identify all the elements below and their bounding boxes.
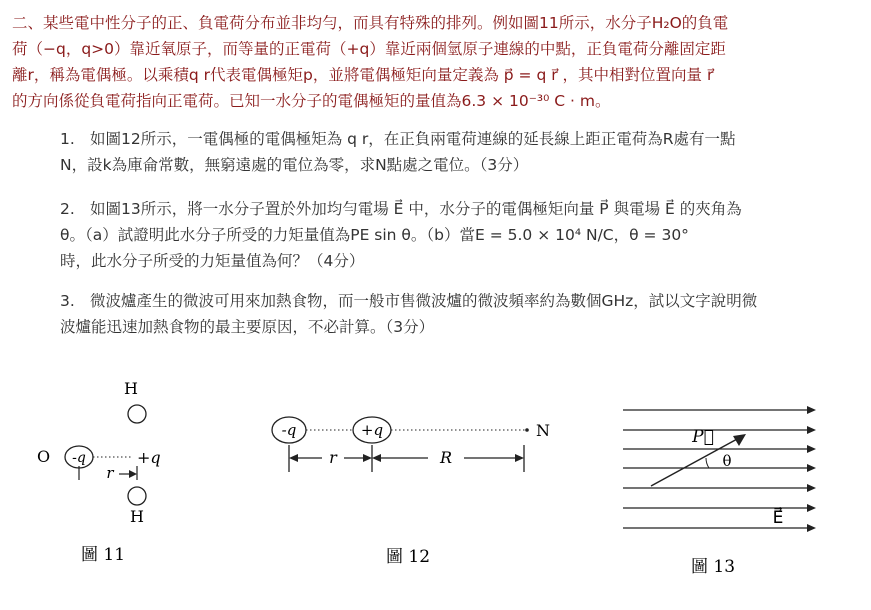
fig11-h-top-label: H xyxy=(124,379,138,398)
fig12-point-n xyxy=(525,428,529,432)
intro-line-2: 荷（−q，q>0）靠近氧原子，而等量的正電荷（+q）靠近兩個氫原子連線的中點，正負電荷分離固定距 xyxy=(12,40,726,58)
question-1-line-1: 如圖12所示，一電偶極的電偶極矩為 q r，在正負兩電荷連線的延長線上距正電荷為R處有一點 xyxy=(90,130,736,148)
question-1-line-2: N，設k為庫侖常數，無窮遠處的電位為零，求N點處之電位。（3分） xyxy=(60,156,529,174)
question-3-line-1: 微波爐產生的微波可用來加熱食物，而一般市售微波爐的微波頻率約為數個GHz，試以文字說明微 xyxy=(90,292,758,310)
fig11-o-label: O xyxy=(37,447,51,466)
fig13-field-arrowhead xyxy=(807,406,816,414)
fig13-p-label: P⃗ xyxy=(692,427,714,447)
question-2 xyxy=(60,196,850,274)
fig11-caption: 圖 11 xyxy=(80,545,126,565)
fig13-field-arrowhead xyxy=(807,484,816,492)
fig11-r-label: r xyxy=(106,464,114,482)
intro-line-1: 二、某些電中性分子的正、負電荷分布並非均勻，而具有特殊的排列。例如圖11所示，水分子H₂O的負電 xyxy=(12,14,729,32)
fig11-pos-label: +q xyxy=(137,448,161,467)
fig13-field-arrowhead xyxy=(807,504,816,512)
question-1 xyxy=(60,126,850,178)
fig12-r-arrowhead-left xyxy=(289,454,298,462)
fig13-field-arrowhead xyxy=(807,426,816,434)
fig12-big-r-label: R xyxy=(439,448,453,467)
question-2-number: 2. xyxy=(60,200,75,218)
fig12-pos-label: +q xyxy=(360,421,384,439)
problem-intro xyxy=(12,10,862,114)
fig12-n-label: N xyxy=(536,421,550,440)
fig13-caption: 圖 13 xyxy=(690,557,736,577)
fig13-theta-label: θ xyxy=(722,452,732,470)
fig13-angle-arc xyxy=(706,458,709,468)
intro-line-3: 離r，稱為電偶極。以乘積q r代表電偶極矩p，並將電偶極矩向量定義為 p⃗ = q r⃗ ，其中相對位置向量 r⃗ xyxy=(12,66,714,84)
fig12-r-label: r xyxy=(329,448,337,467)
figure-11 xyxy=(15,370,215,595)
question-2-line-2: θ。（a）試證明此水分子所受的力矩量值為PE sin θ。（b）當E = 5.0 × 10⁴ N/C，θ = 30° xyxy=(60,226,689,244)
fig12-r-arrowhead-right xyxy=(363,454,372,462)
fig13-field-arrowhead xyxy=(807,464,816,472)
question-2-line-1: 如圖13所示，將一水分子置於外加均勻電場 E⃗ 中，水分子的電偶極矩向量 P⃗ 與電場 E⃗ 的夾角為 xyxy=(90,200,742,218)
fig11-h-bottom-label: H xyxy=(130,507,144,526)
intro-line-4: 的方向係從負電荷指向正電荷。已知一水分子的電偶極矩的量值為6.3 × 10⁻³⁰ C · m。 xyxy=(12,92,611,110)
question-1-number: 1. xyxy=(60,130,75,148)
fig13-field-arrowhead xyxy=(807,524,816,532)
figure-12 xyxy=(260,400,580,580)
fig12-big-r-arrowhead-right xyxy=(515,454,524,462)
question-3-number: 3. xyxy=(60,292,75,310)
figure-13 xyxy=(615,402,825,580)
fig11-h-bottom-atom xyxy=(128,487,146,505)
fig13-field-arrowheads xyxy=(807,406,816,532)
question-2-line-3: 時，此水分子所受的力矩量值為何？（4分） xyxy=(60,252,365,270)
fig13-e-label: E⃗ xyxy=(772,508,784,528)
fig12-big-r-arrowhead-left xyxy=(372,454,381,462)
fig11-h-top-atom xyxy=(128,405,146,423)
fig12-neg-label: -q xyxy=(281,421,297,439)
question-3 xyxy=(60,288,850,340)
fig11-neg-label: -q xyxy=(72,450,86,466)
question-3-line-2: 波爐能迅速加熱食物的最主要原因，不必計算。（3分） xyxy=(60,318,435,336)
fig12-caption: 圖 12 xyxy=(385,547,431,567)
fig11-r-arrowhead xyxy=(129,470,137,478)
fig13-field-arrowhead xyxy=(807,445,816,453)
